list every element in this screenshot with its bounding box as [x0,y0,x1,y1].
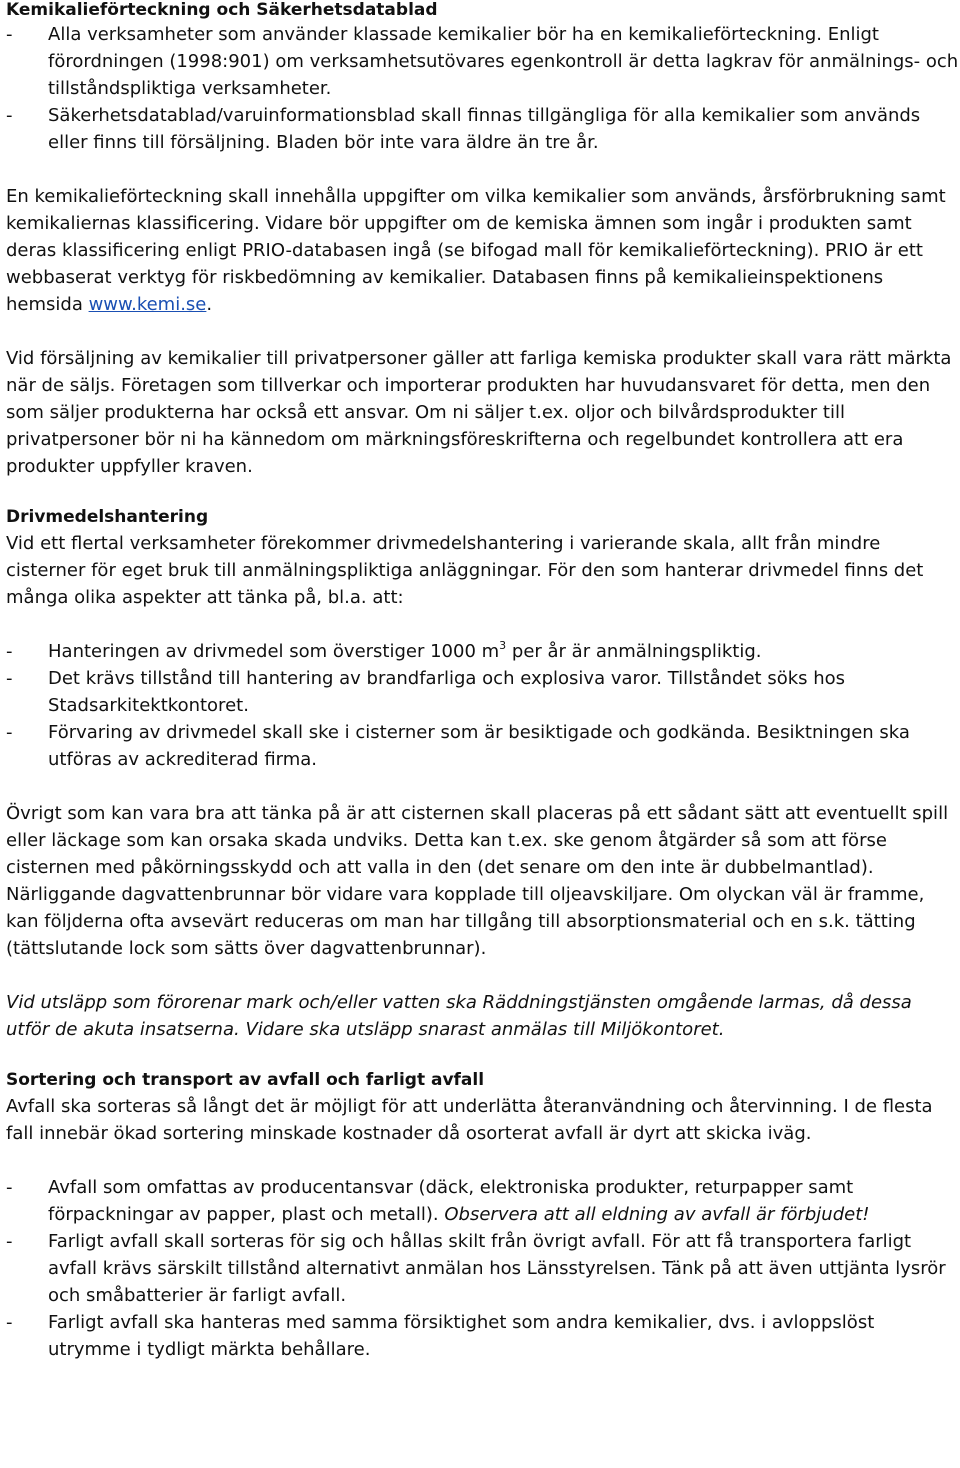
bullet-fuel-storage [6,719,960,773]
bullet-text: Förvaring av drivmedel skall ske i cisterner som är besiktigade och godkända. Besiktningen ska utföras av ackrediterad firma. [48,722,910,770]
bullet-text: Farligt avfall skall sorteras för sig och hållas skilt från övrigt avfall. För att få transportera farligt avfall krävs särskilt tillstånd alternativt anmälan hos Länsstyrelsen. Tänk på att även uttjänta lysrör och småbatterier är farligt avfall. [48,1231,946,1306]
paragraph-text: En kemikalieförteckning skall innehålla uppgifter om vilka kemikalier som används, årsförbrukning samt kemikaliernas klassificering. Vidare bör uppgifter om de kemiska ämnen som ingår i produkten samt deras klassificering enligt PRIO-databasen ingå (se bifogad mall för kemikalieförteckning). PRIO är ett webbaserat verktyg för riskbedömning av kemikalier. Databasen finns på kemikalieinspektionens hemsida [6,186,946,315]
paragraph-end: . [206,294,213,315]
paragraph-fuel-intro: Vid ett flertal verksamheter förekommer drivmedelshantering i varierande skala, allt från mindre cisterner för eget bruk till anmälningspliktiga anläggningar. För den som hanterar drivmedel finns det många olika aspekter att tänka på, bl.a. att: [6,533,924,608]
bullet-text-end: per år är anmälningspliktig. [506,641,762,662]
bullet-text: Avfall som omfattas av producentansvar (däck, elektroniska produkter, returpapper samt förpackningar av papper, plast och metall). [48,1177,854,1225]
bullet-dash: - [6,1312,13,1333]
bullet-hazardous-handling [6,1309,960,1363]
bullet-hazardous-sorting [6,1228,960,1309]
paragraph-chemical-list-content [6,183,960,318]
bullet-dash: - [6,105,13,126]
bullet-dash: - [6,1231,13,1252]
section-heading-waste: Sortering och transport av avfall och farligt avfall [6,1070,485,1090]
superscript: 3 [499,639,507,652]
bullet-text: Det krävs tillstånd till hantering av brandfarliga och explosiva varor. Tillståndet söks hos Stadsarkitektkontoret. [48,668,846,716]
paragraph-sales-private: Vid försäljning av kemikalier till privatpersoner gäller att farliga kemiska produkter skall vara rätt märkta när de säljs. Företagen som tillverkar och importerar produkten har huvudansvaret för detta, men den som säljer produkterna har också ett ansvar. Om ni säljer t.ex. oljor och bilvårdsprodukter till privatpersoner bör ni ha kännedom om märkningsföreskrifterna och regelbundet kontrollera att era produkter uppfyller kraven. [6,348,952,477]
bullet-fuel-permit [6,665,960,719]
paragraph-cistern-placement: Övrigt som kan vara bra att tänka på är att cisternen skall placeras på ett sådant sätt att eventuellt spill eller läckage som kan orsaka skada undviks. Detta kan t.ex. ske genom åtgärder så som att förse cisternen med påkörningsskydd och att valla in den (det senare om den inte är dubbelmantlad). Närliggande dagvattenbrunnar bör vidare vara kopplade till oljeavskiljare. Om olyckan väl är framme, kan följderna ofta avsevärt reduceras om man har tillgång till absorptionsmaterial och en s.k. tätting (tättslutande lock som sätts över dagvattenbrunnar). [6,803,949,959]
bullet-italic-note: Observera att all eldning av avfall är förbjudet! [444,1204,870,1225]
kemi-link[interactable]: www.kemi.se [88,294,207,315]
bullet-text: Farligt avfall ska hanteras med samma försiktighet som andra kemikalier, dvs. i avloppslöst utrymme i tydligt märkta behållare. [48,1312,875,1360]
bullet-dash: - [6,722,13,743]
bullet-dash: - [6,1177,13,1198]
bullet-chemical-list [6,21,960,102]
paragraph-spill-alert: Vid utsläpp som förorenar mark och/eller vatten ska Räddningstjänsten omgående larmas, då dessa utför de akuta insatserna. Vidare ska utsläpp snarast anmälas till Miljökontoret. [6,992,912,1040]
bullet-dash: - [6,24,13,45]
paragraph-waste-intro: Avfall ska sorteras så långt det är möjligt för att underlätta återanvändning och återvinning. I de flesta fall innebär ökad sortering minskade kostnader då osorterat avfall är dyrt att skicka iväg. [6,1096,933,1144]
bullet-text: Hanteringen av drivmedel som överstiger 1000 m [48,641,500,662]
bullet-text: Alla verksamheter som använder klassade kemikalier bör ha en kemikalieförteckning. Enligt förordningen (1998:901) om verksamhetsutövares egenkontroll är detta lagkrav för anmälnings- och tillståndspliktiga verksamheter. [48,24,959,99]
bullet-fuel-volume [6,638,960,665]
section-heading-fuel: Drivmedelshantering [6,507,209,527]
bullet-producer-responsibility [6,1174,960,1228]
section-heading-chemicals: Kemikalieförteckning och Säkerhetsdatablad [6,0,438,20]
bullet-dash: - [6,668,13,689]
bullet-dash: - [6,641,13,662]
bullet-safety-sheets [6,102,960,156]
bullet-text: Säkerhetsdatablad/varuinformationsblad skall finnas tillgängliga för alla kemikalier som används eller finns till försäljning. Bladen bör inte vara äldre än tre år. [48,105,921,153]
